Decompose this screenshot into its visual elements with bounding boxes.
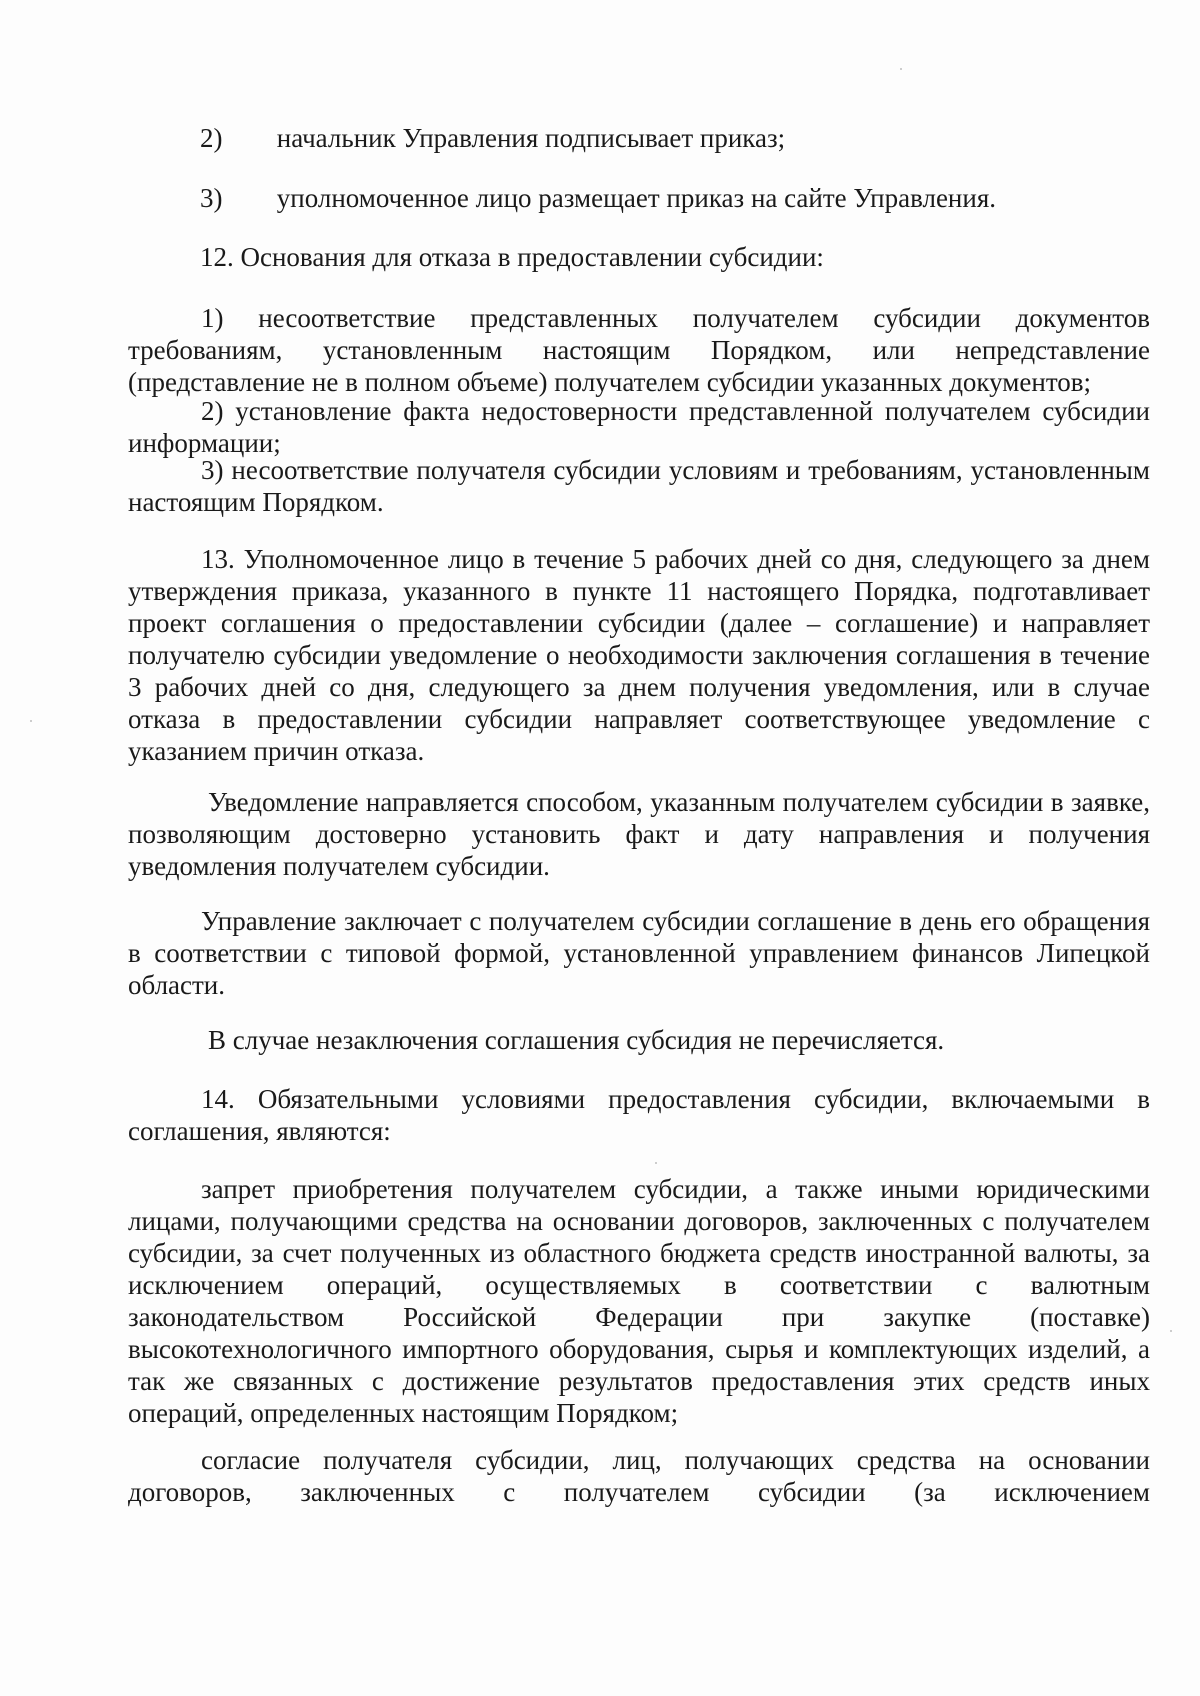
list-item-number: 2) (200, 123, 223, 153)
list-item (200, 182, 996, 214)
paragraph: запрет приобретения получателем субсидии, а также иными юридическими лицами, получающими средства на основании договоров, заключенных с получателем субсидии, за счет полученных из областного бюджета средств иностранной валюты, за исключением операций, осуществляемых в соответствии с валютным законодательством Российской Федерации при закупке (поставке) высокотехнологичного импортного оборудования, сырья и комплектующих изделий, а так же связанных с достижение результатов предоставления этих средств иных операций, определенных настоящим Порядком; (128, 1174, 1150, 1428)
list-item-text: уполномоченное лицо размещает приказ на сайте Управления. (276, 183, 996, 213)
paragraph: 3) несоответствие получателя субсидии условиям и требованиям, установленным настоящим Порядком. (128, 455, 1150, 517)
list-item (200, 122, 785, 154)
scan-speck (900, 68, 902, 70)
scan-speck (655, 1162, 657, 1164)
paragraph: В случае незаключения соглашения субсидия не перечисляется. (208, 1025, 945, 1055)
section-heading: 12. Основания для отказа в предоставлении субсидии: (200, 242, 824, 272)
paragraph: согласие получателя субсидии, лиц, получающих средства на основании договоров, заключенных с получателем субсидии (за исключением (128, 1445, 1150, 1507)
paragraph: Управление заключает с получателем субсидии соглашение в день его обращения в соответствии с типовой формой, установленной управлением финансов Липецкой области. (128, 906, 1150, 1000)
section-heading: 14. Обязательными условиями предоставления субсидии, включаемыми в соглашения, являются: (128, 1084, 1150, 1146)
paragraph: 1) несоответствие представленных получателем субсидии документов требованиям, установленным настоящим Порядком, или непредставление (представление не в полном объеме) получателем субсидии указанных документов; (128, 303, 1150, 397)
paragraph: Уведомление направляется способом, указанным получателем субсидии в заявке, позволяющим достоверно установить факт и дату направления и получения уведомления получателем субсидии. (128, 787, 1150, 881)
scan-speck (1170, 1330, 1172, 1332)
list-item-text: начальник Управления подписывает приказ; (276, 123, 786, 153)
list-item-number: 3) (200, 183, 223, 213)
scan-speck (30, 720, 32, 722)
paragraph: 13. Уполномоченное лицо в течение 5 рабочих дней со дня, следующего за днем утверждения приказа, указанного в пункте 11 настоящего Порядка, подготавливает проект соглашения о предоставлении субсидии (далее – соглашение) и направляет получателю субсидии уведомление о необходимости заключения соглашения в течение 3 рабочих дней со дня, следующего за днем получения уведомления, или в случае отказа в предоставлении субсидии направляет соответствующее уведомление с указанием причин отказа. (128, 544, 1150, 766)
paragraph: 2) установление факта недостоверности представленной получателем субсидии информации; (128, 396, 1150, 458)
